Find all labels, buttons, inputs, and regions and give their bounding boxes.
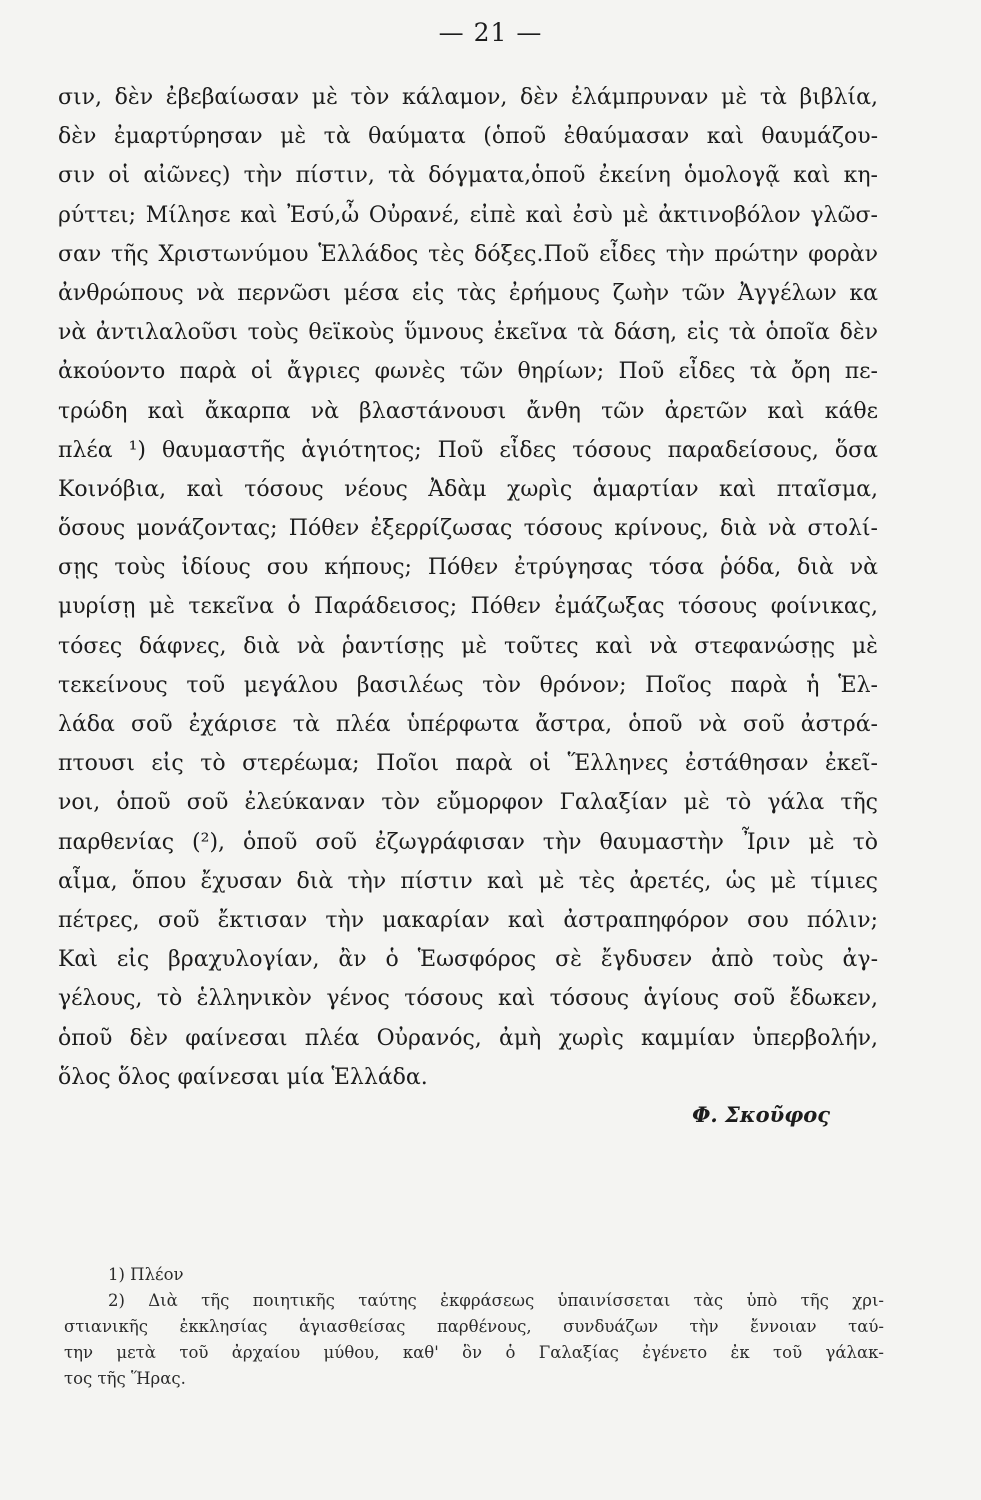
text-line: λάδα σοῦ ἐχάρισε τὰ πλέα ὑπέρφωτα ἄστρα, ὁποῦ νὰ σοῦ ἀστρά- (58, 712, 878, 737)
author-signature: Φ. Σκοῦφος (692, 1102, 830, 1127)
text-line: πλέα ¹) θαυμαστῆς ἁγιότητος; Ποῦ εἶδες τόσους παραδείσους, ὅσα (58, 437, 878, 463)
page-number: — 21 — (438, 18, 543, 47)
footnotes (64, 1262, 884, 1392)
text-line: σιν οἱ αἰῶνες) τὴν πίστιν, τὰ δόγματα,ὁποῦ ἐκείνη ὁμολογᾷ καὶ κη- (58, 163, 878, 189)
text-line: πέτρες, σοῦ ἔκτισαν τὴν μακαρίαν καὶ ἀστραπηφόρον σου πόλιν; (58, 907, 878, 933)
text-line: ὅσους μονάζοντας; Πόθεν ἐξερρίζωσας τόσους κρίνους, διὰ νὰ στολί- (58, 516, 878, 542)
text-line: τεκείνους τοῦ μεγάλου βασιλέως τὸν θρόνον; Ποῖος παρὰ ἡ Ἑλ- (58, 672, 878, 698)
text-line: σῃς τοὺς ἰδίους σου κήπους; Πόθεν ἐτρύγησας τόσα ῥόδα, διὰ νὰ (58, 555, 878, 581)
text-line: νὰ ἀντιλαλοῦσι τοὺς θεϊκοὺς ὕμνους ἐκεῖνα τὰ δάση, εἰς τὰ ὁποῖα δὲν (58, 320, 878, 346)
text-line: τόσες δάφνες, διὰ νὰ ῥαντίσῃς μὲ τοῦτες καὶ νὰ στεφανώσῃς μὲ (58, 633, 878, 659)
text-line: ὁποῦ δὲν φαίνεσαι πλέα Οὐρανός, ἀμὴ χωρὶς καμμίαν ὑπερβολήν, (58, 1025, 878, 1051)
text-line: γέλους, τὸ ἑλληνικὸν γένος τόσους καὶ τόσους ἁγίους σοῦ ἔδωκεν, (58, 986, 878, 1012)
footnote-2-line: την μετὰ τοῦ ἀρχαίου μύθου, καθ' ὃν ὁ Γαλαξίας ἐγένετο ἐκ τοῦ γάλακ- (64, 1343, 884, 1362)
text-line: σιν, δὲν ἐβεβαίωσαν μὲ τὸν κάλαμον, δὲν ἐλάμπρυναν μὲ τὰ βιβλία, (58, 85, 878, 110)
text-line: ἀκούοντο παρὰ οἱ ἄγριες φωνὲς τῶν θηρίων; Ποῦ εἶδες τὰ ὄρη πε- (58, 359, 878, 385)
text-line: αἷμα, ὅπου ἔχυσαν διὰ τὴν πίστιν καὶ μὲ τὲς ἀρετές, ὡς μὲ τίμιες (58, 868, 878, 894)
text-line: πτουσι εἰς τὸ στερέωμα; Ποῖοι παρὰ οἱ Ἕλληνες ἐστάθησαν ἐκεῖ- (58, 751, 878, 777)
footnote-2-line: τος τῆς Ἥρας. (64, 1369, 186, 1388)
text-line: δὲν ἐμαρτύρησαν μὲ τὰ θαύματα (ὁποῦ ἐθαύμασαν καὶ θαυμάζου- (58, 124, 878, 150)
text-line: ὅλος ὅλος φαίνεσαι μία Ἑλλάδα. (58, 1064, 428, 1090)
text-line: ἀνθρώπους νὰ περνῶσι μέσα εἰς τὰς ἐρήμους ζωὴν τῶν Ἀγγέλων κα (58, 280, 878, 306)
text-line: νοι, ὁποῦ σοῦ ἐλεύκαναν τὸν εὔμορφον Γαλαξίαν μὲ τὸ γάλα τῆς (58, 790, 878, 816)
text-line: παρθενίας (²), ὁποῦ σοῦ ἐζωγράφισαν τὴν θαυμαστὴν Ἶριν μὲ τὸ (58, 829, 878, 855)
body-text (58, 78, 878, 1097)
text-line: τρώδη καὶ ἄκαρπα νὰ βλαστάνουσι ἄνθη τῶν ἀρετῶν καὶ κάθε (58, 398, 878, 424)
text-line: ρύττει; Μίλησε καὶ Ἐσύ,ὦ Οὐρανέ, εἰπὲ καὶ ἐσὺ μὲ ἀκτινοβόλον γλῶσ- (58, 202, 878, 228)
footnote-2-line: 2) Διὰ τῆς ποιητικῆς ταύτης ἐκφράσεως ὑπαινίσσεται τὰς ὑπὸ τῆς χρι- (108, 1291, 884, 1310)
text-line: Κοινόβια, καὶ τόσους νέους Ἀδὰμ χωρὶς ἁμαρτίαν καὶ πταῖσμα, (58, 476, 878, 502)
footnote-2-line: στιανικῆς ἐκκλησίας ἁγιασθείσας παρθένους, συνδυάζων τὴν ἔννοιαν ταύ- (64, 1317, 884, 1336)
text-line: Καὶ εἰς βραχυλογίαν, ἂν ὁ Ἑωσφόρος σὲ ἔγδυσεν ἀπὸ τοὺς ἀγ- (58, 947, 878, 973)
text-line: σαν τῆς Χριστωνύμου Ἑλλάδος τὲς δόξες.Ποῦ εἶδες τὴν πρώτην φορὰν (58, 241, 878, 267)
footnote-1: 1) Πλέον (108, 1265, 184, 1284)
text-line: μυρίσῃ μὲ τεκεῖνα ὁ Παράδεισος; Πόθεν ἐμάζωξας τόσους φοίνικας, (58, 594, 878, 620)
